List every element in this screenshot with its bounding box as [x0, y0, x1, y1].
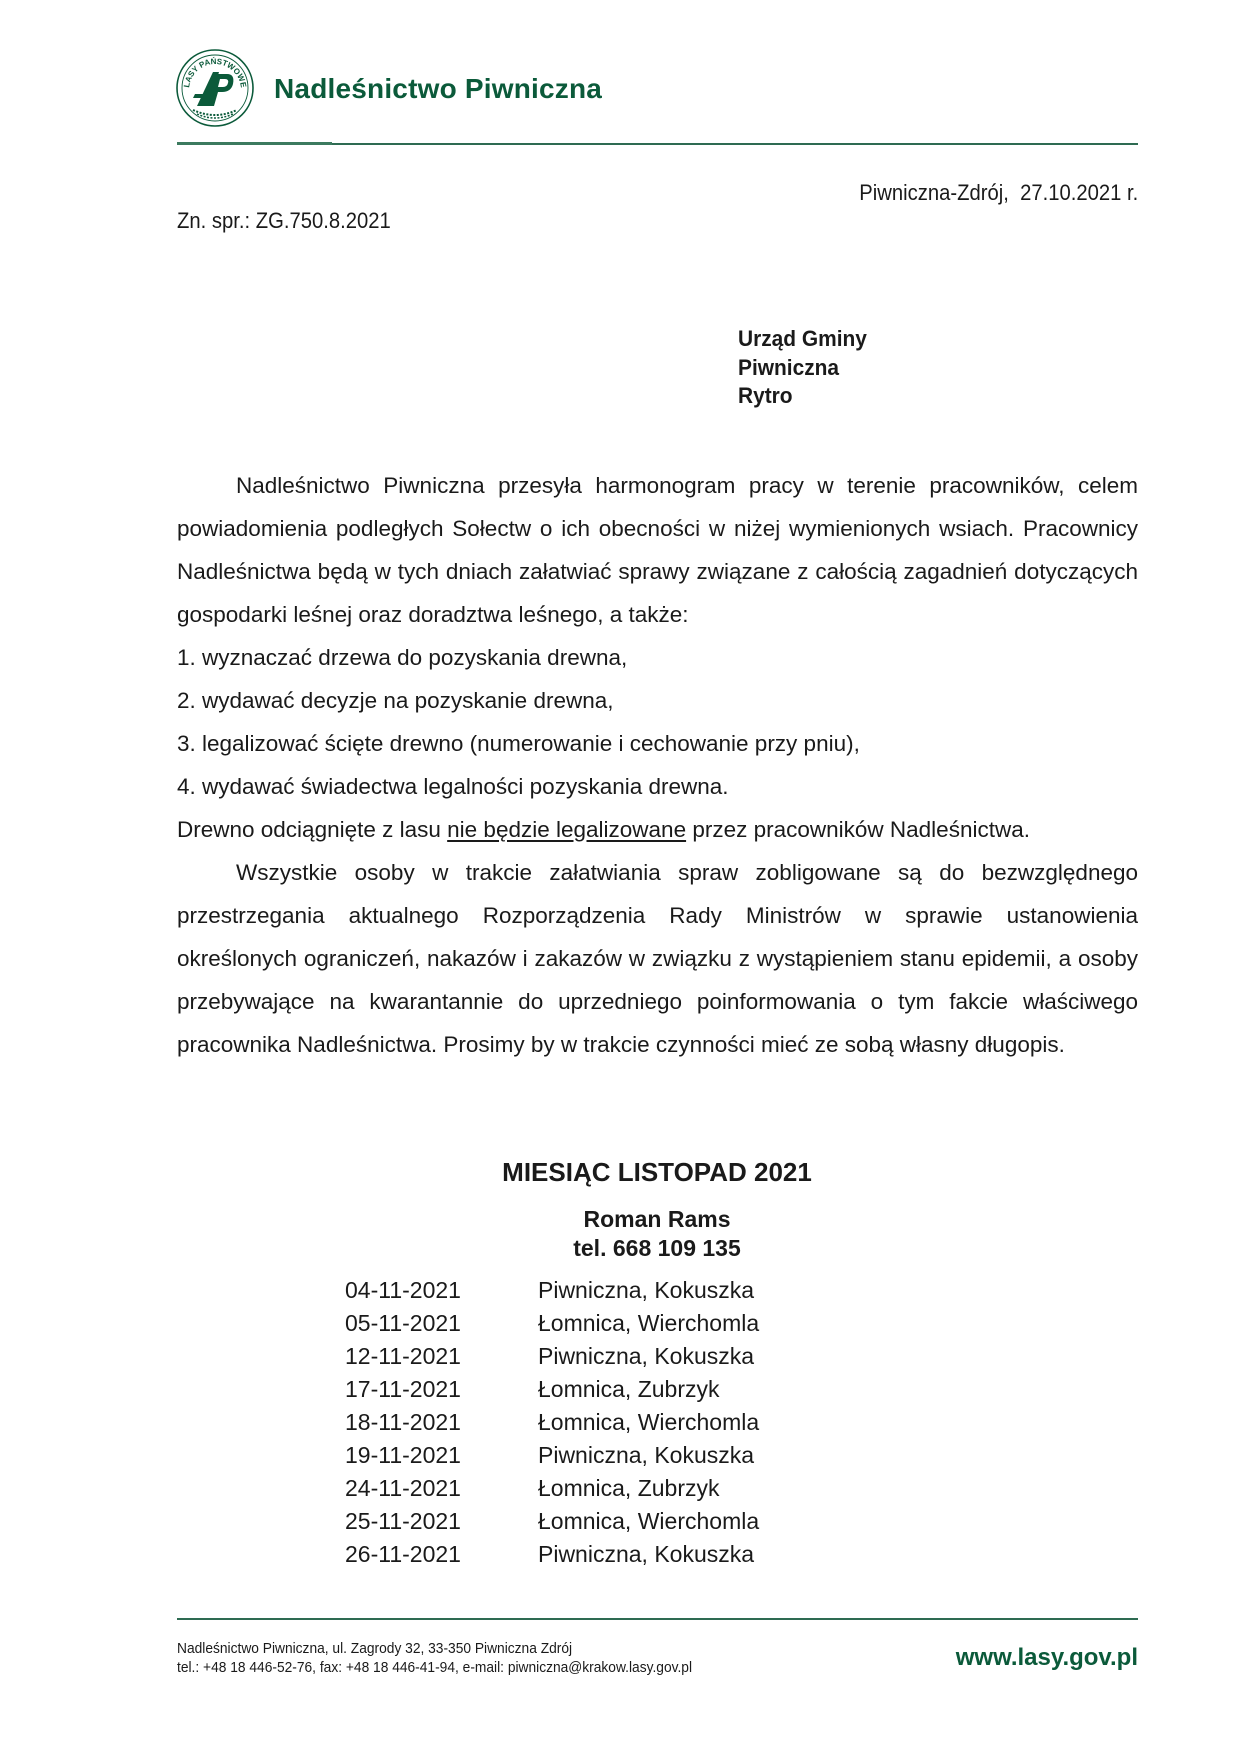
notice-text: Drewno odciągnięte z lasu — [177, 817, 448, 842]
schedule-place: Łomnica, Zubrzyk — [538, 1475, 720, 1501]
schedule-row — [345, 1505, 759, 1538]
schedule-date: 18-11-2021 — [345, 1409, 461, 1435]
contact-person — [0, 1205, 1240, 1263]
schedule-row — [345, 1274, 759, 1307]
schedule-place: Łomnica, Zubrzyk — [538, 1376, 720, 1402]
schedule-place: Łomnica, Wierchomla — [538, 1409, 760, 1435]
notice-line — [177, 808, 1138, 851]
duty-list-item: 3. legalizować ścięte drewno (numerowanie i cechowanie przy pniu), — [177, 731, 860, 756]
footer-contact — [177, 1640, 719, 1678]
schedule-row — [345, 1439, 759, 1472]
place-and-date: Piwniczna-Zdrój, 27.10.2021 r. — [858, 180, 1138, 205]
schedule-table — [345, 1274, 759, 1571]
footer-divider — [177, 1618, 1138, 1620]
schedule-place: Łomnica, Wierchomla — [538, 1310, 760, 1336]
schedule-row — [345, 1472, 759, 1505]
schedule-date: 05-11-2021 — [345, 1310, 461, 1336]
schedule-row — [345, 1538, 759, 1571]
schedule-row — [345, 1373, 759, 1406]
website-link[interactable]: www.lasy.gov.pl — [955, 1644, 1138, 1671]
duty-list-item: 2. wydawać decyzje na pozyskanie drewna, — [177, 688, 614, 713]
header-divider — [177, 143, 1138, 145]
schedule-place: Piwniczna, Kokuszka — [538, 1343, 755, 1369]
recipient-line: Piwniczna — [738, 354, 840, 380]
schedule-date: 19-11-2021 — [345, 1442, 461, 1468]
letter-body — [177, 464, 1138, 1066]
schedule-place: Łomnica, Wierchomla — [538, 1508, 760, 1534]
schedule-date: 12-11-2021 — [345, 1343, 461, 1369]
svg-text:LASY PAŃSTWOWE: LASY PAŃSTWOWE — [182, 56, 248, 89]
schedule-date: 25-11-2021 — [345, 1508, 461, 1534]
footer-phone-email: tel.: +48 18 446-52-76, fax: +48 18 446-41-94, e-mail: piwniczna@krakow.lasy.gov.pl — [177, 1660, 693, 1676]
recipient-line: Rytro — [738, 383, 793, 408]
schedule-row — [345, 1307, 759, 1340]
lasy-panstwowe-logo-icon — [175, 48, 255, 128]
schedule-date: 04-11-2021 — [345, 1277, 461, 1303]
duty-list-item: 1. wyznaczać drzewa do pozyskania drewna, — [177, 645, 628, 670]
person-name: Roman Rams — [583, 1206, 731, 1232]
schedule-heading: MIESIĄC LISTOPAD 2021 — [502, 1157, 812, 1187]
schedule-row — [345, 1340, 759, 1373]
duty-list-item: 4. wydawać świadectwa legalności pozyskania drewna. — [177, 774, 729, 799]
schedule-date: 26-11-2021 — [345, 1541, 461, 1567]
person-phone: tel. 668 109 135 — [573, 1235, 741, 1261]
recipient-line: Urząd Gminy — [738, 326, 867, 351]
regulations-paragraph: Wszystkie osoby w trakcie załatwiania spraw zobligowane są do bezwzględnego przestrzegania aktualnego Rozporządzenia Rady Ministrów w sprawie ustanowienia określonych ograniczeń, nakazów i zakazów w związku z wystąpieniem stanu epidemii, a osoby przebywające na kwarantannie do uprzedniego poinformowania o tym fakcie właściwego pracownika Nadleśnictwa. Prosimy by w trakcie czynności mieć ze sobą własny długopis. — [177, 860, 1138, 1057]
schedule-row — [345, 1406, 759, 1439]
intro-paragraph: Nadleśnictwo Piwniczna przesyła harmonogram pracy w terenie pracowników, celem powiadomienia podległych Sołectw o ich obecności w niżej wymienionych wsiach. Pracownicy Nadleśnictwa będą w tych dniach załatwiać sprawy związane z całością zagadnień dotyczących gospodarki leśnej oraz doradztwa leśnego, a także: — [177, 473, 1138, 627]
notice-text: przez pracowników Nadleśnictwa. — [686, 817, 1030, 842]
schedule-place: Piwniczna, Kokuszka — [538, 1541, 755, 1567]
schedule-place: Piwniczna, Kokuszka — [538, 1442, 755, 1468]
notice-underlined-text: nie będzie legalizowane — [447, 817, 687, 842]
organization-title: Nadleśnictwo Piwnicznа — [274, 73, 603, 104]
reference-number: Zn. spr.: ZG.750.8.2021 — [177, 208, 391, 233]
recipient-address — [738, 325, 874, 411]
schedule-date: 24-11-2021 — [345, 1475, 461, 1501]
footer-address: Nadleśnictwo Piwniczna, ul. Zagrody 32, 33-350 Piwniczna Zdrój — [177, 1641, 573, 1657]
schedule-date: 17-11-2021 — [345, 1376, 461, 1402]
schedule-place: Piwniczna, Kokuszka — [538, 1277, 755, 1303]
